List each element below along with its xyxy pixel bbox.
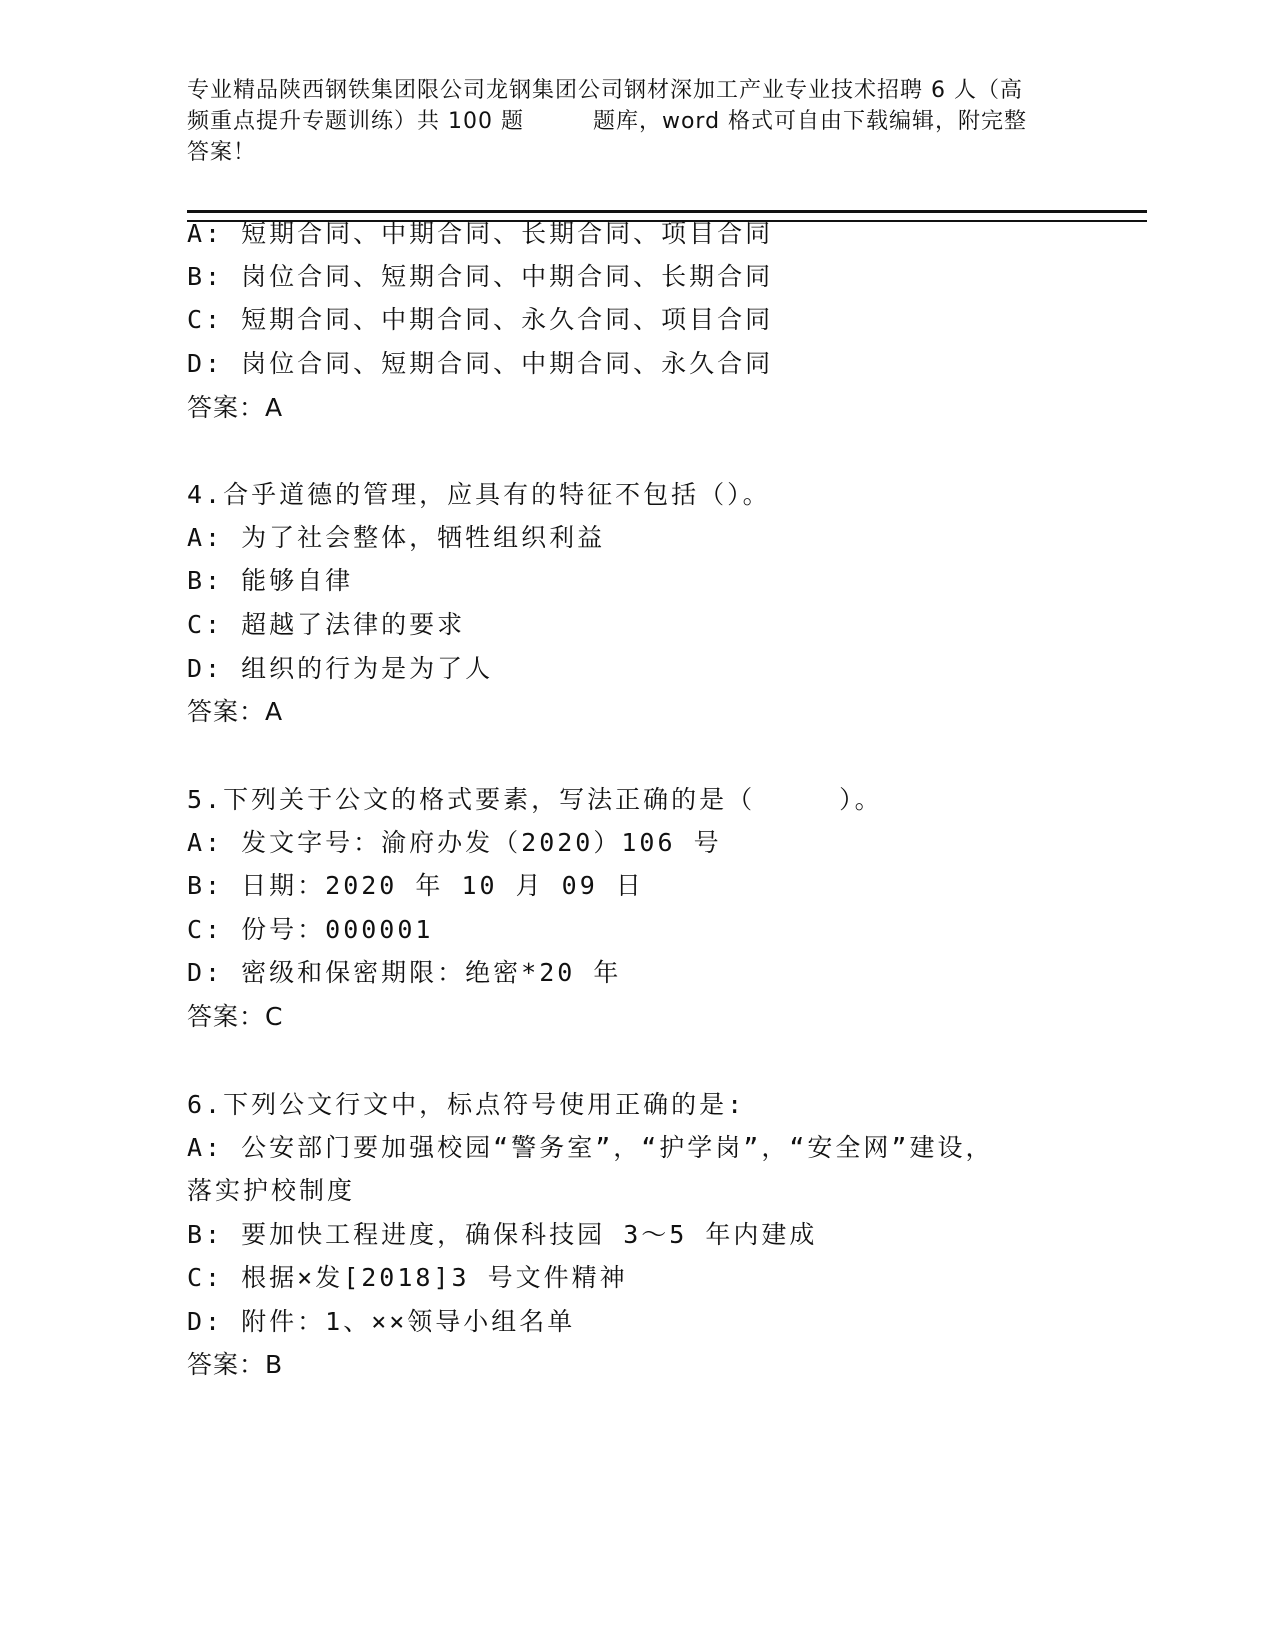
q5-option-b: B: 日期：2020 年 10 月 09 日 (187, 871, 644, 900)
q6-option-c: C: 根据×发[2018]3 号文件精神 (187, 1263, 628, 1292)
q5-answer: 答案：C (187, 1002, 284, 1031)
q3-option-a: A: 短期合同、中期合同、长期合同、项目合同 (187, 219, 774, 248)
q5-option-a: A: 发文字号：渝府办发（2020）106 号 (187, 828, 722, 857)
q5-option-d: D: 密级和保密期限：绝密*20 年 (187, 958, 622, 987)
q3-option-b: B: 岗位合同、短期合同、中期合同、长期合同 (187, 262, 774, 291)
title-line-3: 答案！ (187, 140, 257, 165)
q4-option-a: A: 为了社会整体，牺牲组织利益 (187, 523, 606, 552)
q4-option-b: B: 能够自律 (187, 566, 354, 595)
q3-option-d: D: 岗位合同、短期合同、中期合同、永久合同 (187, 349, 774, 378)
title-line-1: 专业精品陕西钢铁集团限公司龙钢集团公司钢材深加工产业专业技术招聘 6 人（高 (187, 78, 1023, 103)
q4-option-d: D: 组织的行为是为了人 (187, 654, 494, 683)
q5-stem: 5.下列关于公文的格式要素，写法正确的是（ ）。 (187, 785, 883, 814)
q6-option-a: A: 公安部门要加强校园“警务室”，“护学岗”，“安全网”建设， (187, 1133, 994, 1162)
q4-answer: 答案：A (187, 697, 284, 726)
title-line-2: 频重点提升专题训练）共 100 题 题库，word 格式可自由下载编辑，附完整 (187, 109, 1028, 134)
q6-option-b: B: 要加快工程进度，确保科技园 3～5 年内建成 (187, 1220, 818, 1249)
q3-option-c: C: 短期合同、中期合同、永久合同、项目合同 (187, 305, 774, 334)
q5-option-c: C: 份号：000001 (187, 915, 434, 944)
q6-answer: 答案：B (187, 1350, 284, 1379)
q6-option-d: D: 附件：1、××领导小组名单 (187, 1307, 576, 1336)
q6-option-a-continued: 落实护校制度 (187, 1176, 356, 1205)
document-title (187, 75, 1107, 168)
q6-stem: 6.下列公文行文中，标点符号使用正确的是: (187, 1090, 746, 1119)
q4-option-c: C: 超越了法律的要求 (187, 610, 466, 639)
q4-stem: 4.合乎道德的管理，应具有的特征不包括（）。 (187, 480, 771, 509)
q3-answer: 答案：A (187, 393, 284, 422)
